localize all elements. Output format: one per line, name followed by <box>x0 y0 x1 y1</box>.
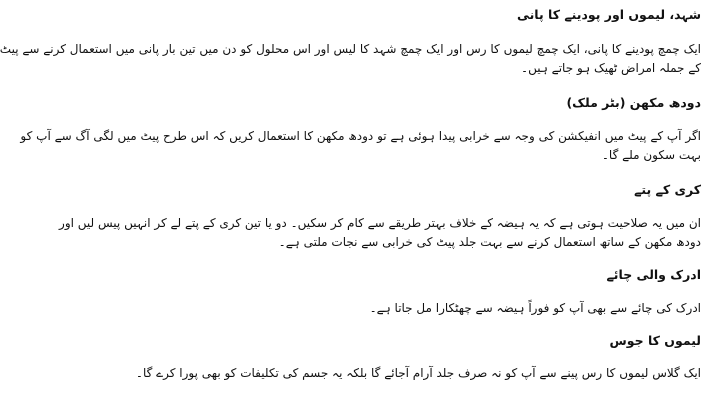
section-paragraph-line: بہت سکون ملے گا۔ <box>601 148 701 162</box>
section-heading-honey-lemon-mint: شہد، لیموں اور پودینے کا پانی <box>516 7 701 22</box>
section-paragraph-line: ایک چمچ پودینے کا پانی، ایک چمچ لیموں کا رس اور ایک چمچ شہد کا لیس اور اس محلول کو دن میں تین بار پانی میں استعمال کرنے سے پیٹ <box>0 42 701 56</box>
section-paragraph-line: ایک گلاس لیموں کا رس پینے سے آپ کو نہ صرف جلد آرام آجائے گا بلکہ یہ جسم کی تکلیفات کو بھی پورا کرے گا۔ <box>135 366 701 380</box>
section-heading-buttermilk: دودھ مکھن (بٹر ملک) <box>566 95 701 110</box>
section-paragraph-line: دودھ مکھن کے ساتھ استعمال کرنے سے بہت جلد پیٹ کی خرابی سے نجات ملتی ہے۔ <box>278 235 701 249</box>
section-paragraph-line: ان میں یہ صلاحیت ہوتی ہے کہ یہ ہیضہ کے خلاف بہتر طریقے سے کام کر سکیں۔ دو یا تین کری کے پتے لے کر انہیں پیس لیں اور <box>59 216 701 230</box>
section-heading-ginger-tea: ادرک والی چائے <box>606 267 701 282</box>
section-paragraph-line: ادرک کی چائے سے بھی آپ کو فوراً ہیضہ سے چھٹکارا مل جاتا ہے۔ <box>369 301 701 315</box>
section-heading-lemon-juice: لیموں کا جوس <box>609 333 701 348</box>
section-paragraph-line: کے جملہ امراض ٹھیک ہو جاتے ہیں۔ <box>521 61 701 75</box>
section-heading-curry-leaves: کری کے پتے <box>634 182 701 197</box>
section-paragraph-line: اگر آپ کے پیٹ میں انفیکشن کی وجہ سے خرابی پیدا ہوئی ہے تو دودھ مکھن کا استعمال کریں کہ اس طرح پیٹ میں لگی آگ سے آپ کو <box>20 129 701 143</box>
